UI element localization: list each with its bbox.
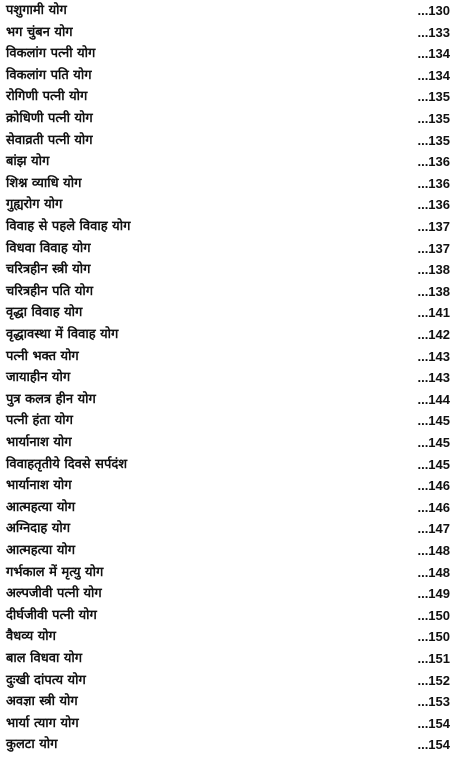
toc-entry-page: ...138 — [417, 262, 450, 278]
toc-row — [0, 259, 460, 281]
toc-entry-title: वृद्धावस्था में विवाह योग — [6, 327, 119, 342]
toc-row — [0, 734, 460, 756]
toc-row — [0, 475, 460, 497]
toc-entry-title: आत्महत्या योग — [6, 499, 76, 515]
toc-row — [0, 410, 460, 432]
toc-row — [0, 389, 460, 411]
toc-row — [0, 432, 460, 454]
toc-entry-title: बांझ योग — [6, 154, 50, 170]
toc-row — [0, 0, 460, 22]
toc-entry-title: बाल विधवा योग — [6, 651, 83, 666]
toc-row — [0, 454, 460, 476]
toc-row — [0, 86, 460, 108]
toc-entry-title: दुःखी दांपत्य योग — [6, 672, 86, 688]
toc-entry-title: विधवा विवाह योग — [6, 240, 91, 256]
toc-entry-page: ...150 — [417, 607, 450, 623]
toc-entry-page: ...148 — [417, 543, 450, 558]
toc-row — [0, 540, 460, 562]
toc-entry-page: ...133 — [417, 24, 450, 40]
toc-entry-title: अग्निदाह योग — [6, 521, 71, 537]
toc-entry-page: ...149 — [417, 586, 450, 602]
toc-entry-page: ...135 — [417, 111, 450, 126]
toc-entry-page: ...145 — [417, 413, 450, 429]
toc-entry-page: ...146 — [417, 499, 450, 515]
toc-entry-page: ...153 — [417, 694, 450, 710]
toc-entry-page: ...154 — [417, 715, 450, 731]
toc-entry-title: दीर्घजीवी पत्नी योग — [6, 607, 97, 623]
toc-entry-page: ...138 — [417, 283, 450, 299]
toc-row — [0, 583, 460, 605]
toc-row — [0, 346, 460, 368]
toc-row — [0, 43, 460, 65]
toc-entry-page: ...136 — [417, 175, 450, 191]
toc-entry-title: पत्नी भक्त योग — [6, 348, 79, 364]
toc-entry-page: ...145 — [417, 456, 450, 472]
toc-entry-page: ...134 — [417, 67, 450, 83]
toc-entry-page: ...150 — [417, 629, 450, 645]
toc-entry-page: ...143 — [417, 348, 450, 364]
toc-entry-page: ...145 — [417, 435, 450, 450]
toc-entry-title: रोगिणी पत्नी योग — [6, 89, 88, 105]
toc-entry-title: भग चुंबन योग — [6, 24, 73, 40]
toc-row — [0, 497, 460, 519]
toc-entry-page: ...152 — [417, 672, 450, 688]
toc-row — [0, 518, 460, 540]
toc-entry-page: ...151 — [417, 651, 450, 666]
toc-entry-title: शिश्न व्याधि योग — [6, 175, 82, 191]
toc-entry-page: ...137 — [417, 219, 450, 234]
toc-entry-page: ...136 — [417, 154, 450, 170]
toc-row — [0, 691, 460, 713]
toc-row — [0, 626, 460, 648]
toc-entry-page: ...135 — [417, 132, 450, 148]
toc-row — [0, 216, 460, 238]
toc-entry-title: विवाहतृतीये दिवसे सर्पदंश — [6, 456, 128, 472]
toc-entry-title: गुह्यरोग योग — [6, 197, 63, 213]
toc-entry-title: चरित्रहीन स्त्री योग — [6, 262, 91, 278]
toc-row — [0, 367, 460, 389]
toc-row — [0, 173, 460, 195]
toc-row — [0, 281, 460, 303]
toc-entry-title: अवज्ञा स्त्री योग — [6, 694, 78, 710]
toc-entry-title: क्रोधिणी पत्नी योग — [6, 111, 93, 126]
toc-entry-title: आत्महत्या योग — [6, 543, 76, 558]
toc-row — [0, 151, 460, 173]
toc-row — [0, 22, 460, 44]
toc-row — [0, 130, 460, 152]
toc-row — [0, 562, 460, 584]
toc-entry-page: ...148 — [417, 564, 450, 580]
toc-entry-page: ...134 — [417, 46, 450, 62]
toc-entry-title: सेवाव्रती पत्नी योग — [6, 132, 93, 148]
toc-row — [0, 194, 460, 216]
toc-entry-page: ...136 — [417, 197, 450, 213]
toc-entry-title: वैधव्य योग — [6, 629, 56, 645]
toc-entry-title: विकलांग पति योग — [6, 67, 92, 83]
toc-entry-title: भार्यानाश योग — [6, 478, 72, 494]
toc-entry-page: ...146 — [417, 478, 450, 494]
toc-entry-page: ...143 — [417, 370, 450, 386]
toc-entry-page: ...144 — [417, 391, 450, 407]
toc-entry-title: विकलांग पत्नी योग — [6, 46, 96, 62]
toc-entry-title: कुलटा योग — [6, 737, 58, 753]
toc-row — [0, 238, 460, 260]
toc-entry-title: अल्पजीवी पत्नी योग — [6, 586, 102, 602]
toc-entry-title: गर्भकाल में मृत्यु योग — [6, 564, 104, 580]
toc-row — [0, 324, 460, 346]
toc-row — [0, 605, 460, 627]
toc-entry-title: पुत्र कलत्र हीन योग — [6, 391, 96, 407]
toc-entry-page: ...142 — [417, 327, 450, 342]
toc-row — [0, 648, 460, 670]
toc-entry-page: ...154 — [417, 737, 450, 753]
toc-entry-page: ...130 — [417, 3, 450, 18]
toc-entry-title: भार्या त्याग योग — [6, 715, 79, 731]
toc-entry-title: पशुगामी योग — [6, 3, 67, 18]
toc-entry-title: चरित्रहीन पति योग — [6, 283, 94, 299]
toc-row — [0, 302, 460, 324]
toc-entry-title: वृद्धा विवाह योग — [6, 305, 83, 321]
toc-row — [0, 65, 460, 87]
toc-entry-title: पत्नी हंता योग — [6, 413, 73, 429]
toc-row — [0, 713, 460, 735]
toc-entry-page: ...137 — [417, 240, 450, 256]
toc-entry-title: विवाह से पहले विवाह योग — [6, 219, 131, 234]
toc-row — [0, 670, 460, 692]
toc-entry-page: ...147 — [417, 521, 450, 537]
toc-entry-page: ...141 — [417, 305, 450, 321]
toc-entry-page: ...135 — [417, 89, 450, 105]
toc-entry-title: जायाहीन योग — [6, 370, 71, 386]
toc-row — [0, 108, 460, 130]
toc-entry-title: भार्यानाश योग — [6, 435, 72, 450]
